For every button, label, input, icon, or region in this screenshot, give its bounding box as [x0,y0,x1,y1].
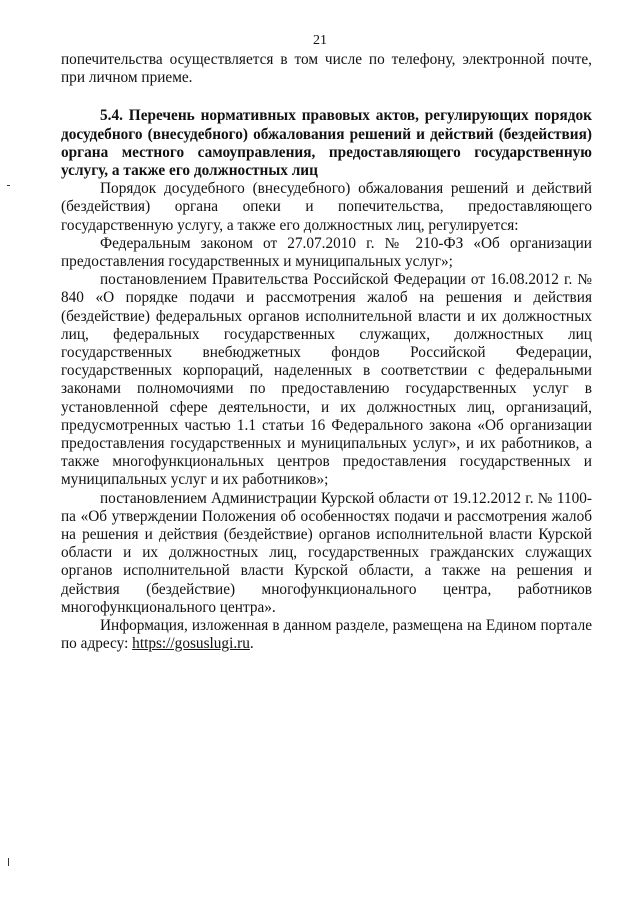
continuation-paragraph: попечительства осуществляется в том числе по телефону, электронной почте, при личном приеме. [61,51,592,87]
page-number: 21 [313,33,327,48]
government-decree-paragraph: постановлением Правительства Российской Федерации от 16.08.2012 г. № 840 «О порядке подачи и рассмотрения жалоб на решения и действия (бездействие) федеральных органов исполнительной власти и их должностных лиц, федеральных государственных служащих, должностных лиц государственных внебюджетных фондов Российской Федерации, государственных корпораций, наделенных в соответствии с федеральными законами полномочиями по предоставлению государственных услуг в установленной сфере деятельности, и их должностных лиц, организаций, предусмотренных частью 1.1 статьи 16 Федерального закона «Об организации предоставления государственных и муниципальных услуг», и их работников, а также многофункциональных центров предоставления государственных и муниципальных услуг и их работников»; [61,271,592,489]
scan-mark-top [7,185,10,186]
gosuslugi-link[interactable]: https://gosuslugi.ru [132,635,250,653]
intro-paragraph: Порядок досудебного (внесудебного) обжалования решений и действий (бездействия) органа опеки и попечительства, предоставляющего государственную услугу, а также его должностных лиц, регулируется: [61,180,592,234]
document-body [61,51,592,654]
section-heading: 5.4. Перечень нормативных правовых актов, регулирующих порядок досудебного (внесудебного) обжалования решений и действий (бездействия) органа местного самоуправления, предоставляющего государственную услугу, а также его должностных лиц [61,107,592,180]
closing-text: Информация, изложенная в данном разделе, размещена на Едином портале по адресу: [61,617,592,653]
closing-period: . [249,635,254,653]
regional-decree-paragraph: постановлением Администрации Курской области от 19.12.2012 г. № 1100-па «Об утверждении Положения об особенностях подачи и рассмотрения жалоб на решения и действия (бездействие) органов исполнительной власти Курской области и их должностных лиц, государственных гражданских служащих органов исполнительной власти Курской области, а также на решения и действия (бездействие) многофункционального центра, работников многофункционального центра». [61,489,592,616]
closing-paragraph [61,617,592,653]
federal-law-paragraph: Федеральным законом от 27.07.2010 г. № 210-ФЗ «Об организации предоставления государственных и муниципальных услуг»; [61,234,592,271]
scan-mark-bottom [8,858,9,866]
